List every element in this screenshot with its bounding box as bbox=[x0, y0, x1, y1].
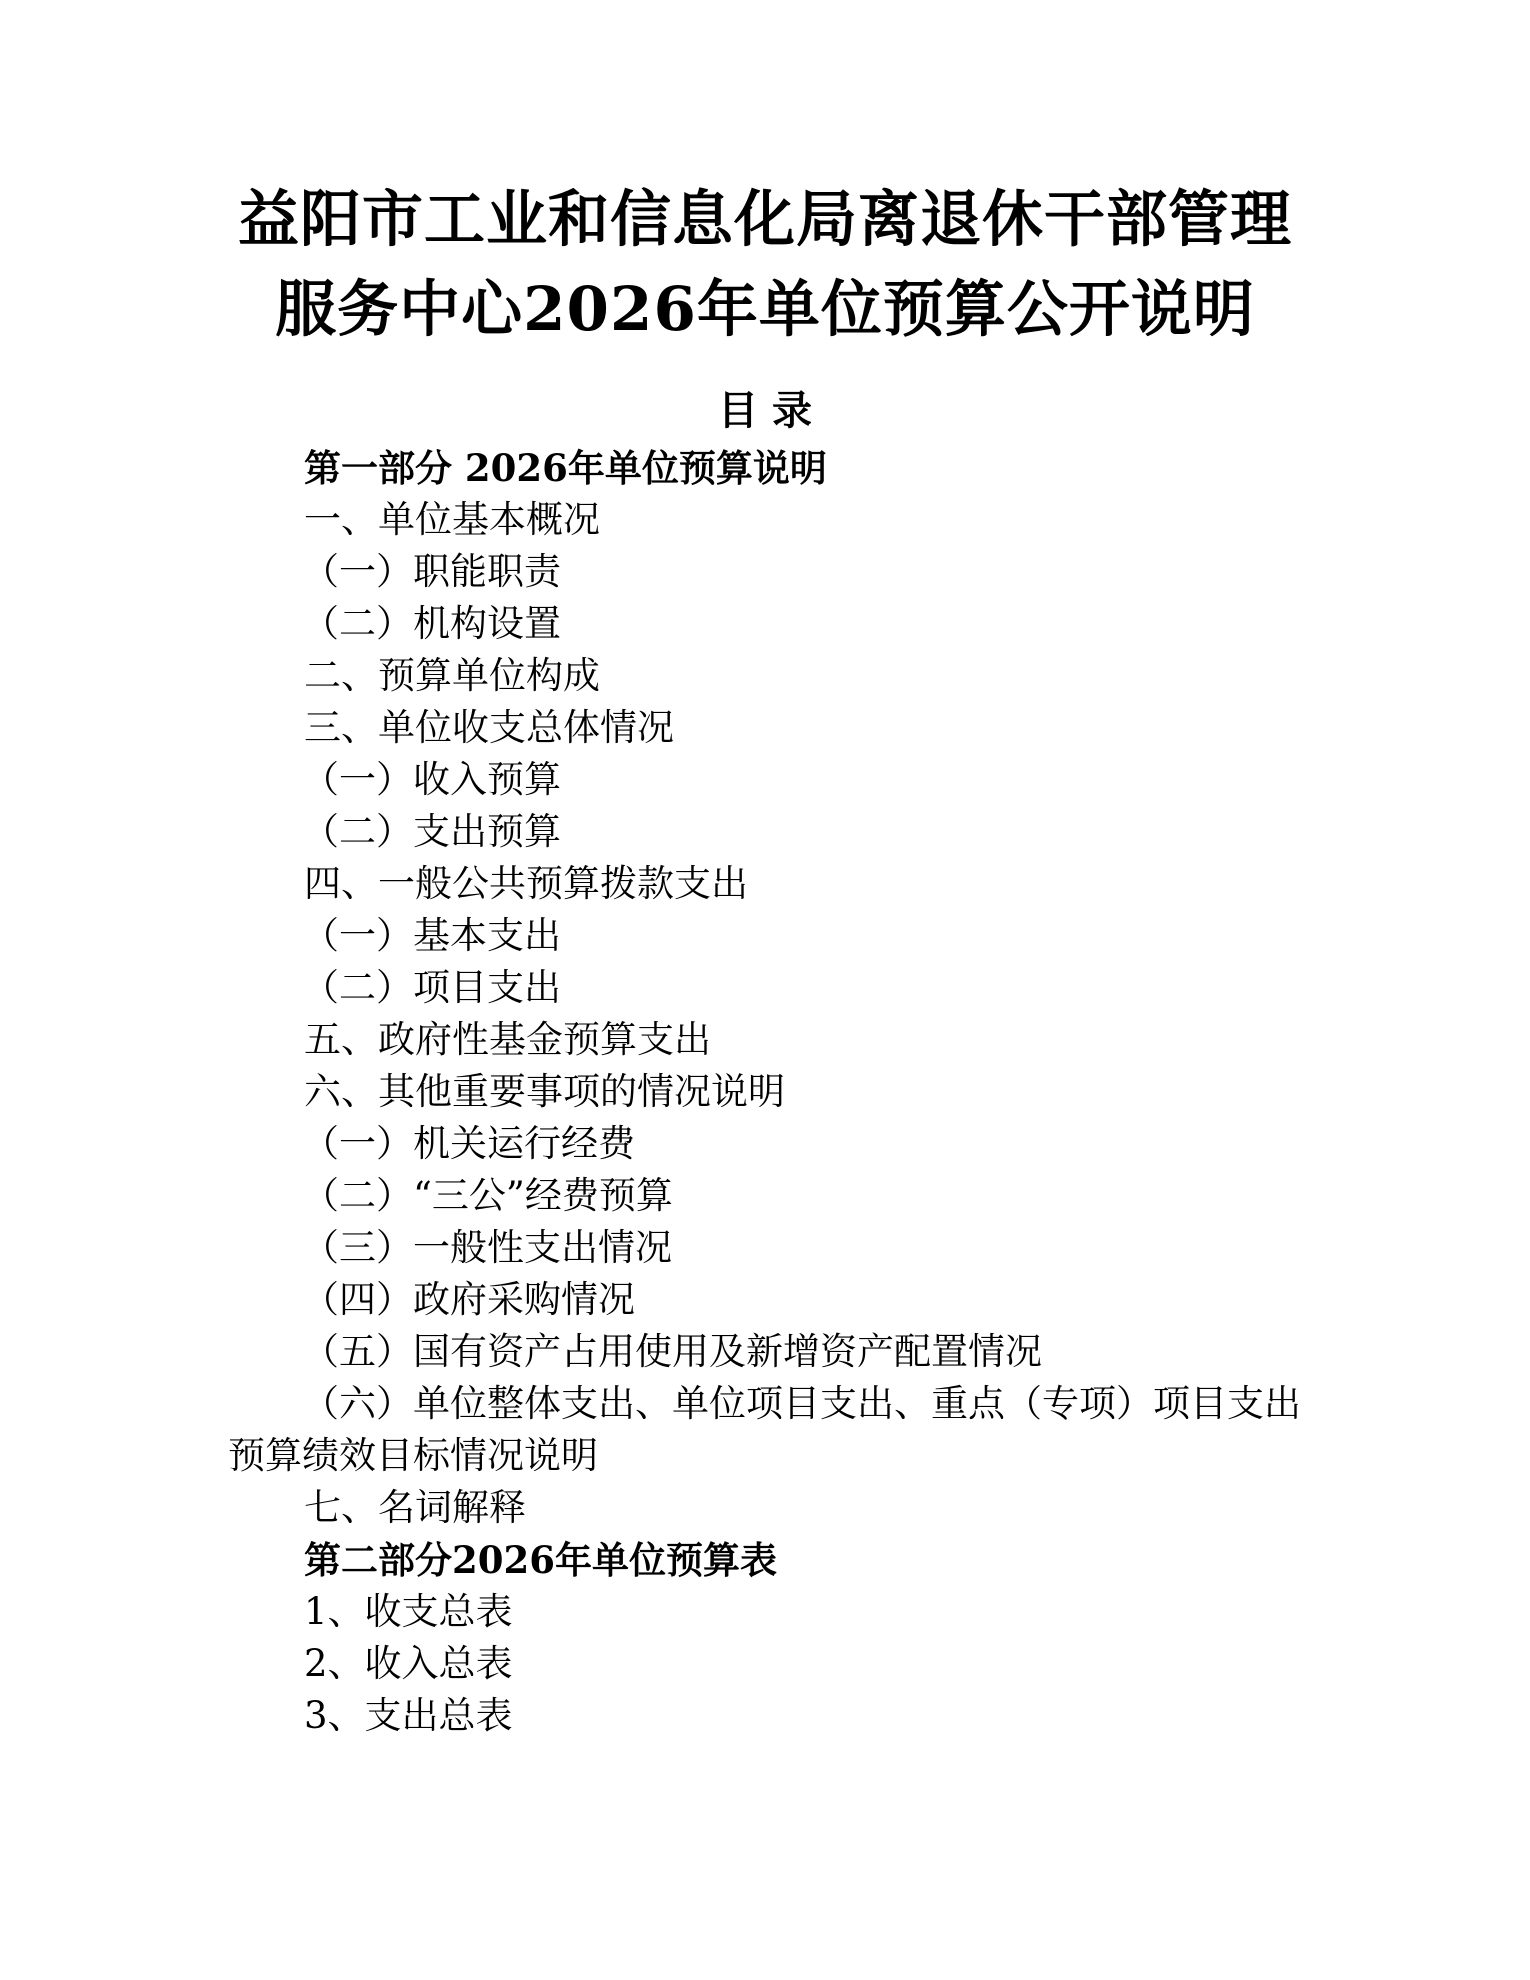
toc-item-three-public-costs[interactable]: （二）“三公”经费预算 bbox=[302, 1174, 673, 1217]
document-title-line-2: 服务中心2026年单位预算公开说明 bbox=[275, 274, 1255, 345]
document-title-line-1: 益阳市工业和信息化局离退休干部管理 bbox=[237, 184, 1292, 255]
toc-item-operating-costs[interactable]: （一）机关运行经费 bbox=[302, 1122, 635, 1165]
toc-item-government-procurement[interactable]: （四）政府采购情况 bbox=[302, 1278, 635, 1321]
toc-item-duties[interactable]: （一）职能职责 bbox=[302, 550, 561, 593]
toc-item-glossary[interactable]: 七、名词解释 bbox=[304, 1486, 526, 1529]
toc-item-summary-table[interactable]: 1、收支总表 bbox=[304, 1590, 513, 1633]
toc-item-expenditure-budget[interactable]: （二）支出预算 bbox=[302, 810, 561, 853]
toc-item-revenue-budget[interactable]: （一）收入预算 bbox=[302, 758, 561, 801]
toc-item-overall-revenue-expenditure[interactable]: 三、单位收支总体情况 bbox=[304, 706, 674, 749]
toc-item-revenue-table[interactable]: 2、收入总表 bbox=[304, 1642, 513, 1685]
toc-item-budget-units[interactable]: 二、预算单位构成 bbox=[304, 654, 600, 697]
toc-item-government-fund[interactable]: 五、政府性基金预算支出 bbox=[304, 1018, 711, 1061]
toc-heading: 目 录 bbox=[718, 387, 812, 434]
table-of-contents bbox=[228, 442, 1308, 1742]
toc-item-state-assets[interactable]: （五）国有资产占用使用及新增资产配置情况 bbox=[302, 1330, 1042, 1373]
toc-item-project-expenditure[interactable]: （二）项目支出 bbox=[302, 966, 561, 1009]
toc-item-performance-targets[interactable]: （六）单位整体支出、单位项目支出、重点（专项）项目支出预算绩效目标情况说明 bbox=[228, 1382, 1301, 1477]
toc-item-expenditure-table[interactable]: 3、支出总表 bbox=[304, 1694, 513, 1737]
toc-item-organization[interactable]: （二）机构设置 bbox=[302, 602, 561, 645]
toc-part-1[interactable]: 第一部分 2026年单位预算说明 bbox=[304, 446, 827, 490]
document-title bbox=[0, 175, 1530, 355]
toc-item-general-public-budget[interactable]: 四、一般公共预算拨款支出 bbox=[304, 862, 748, 905]
toc-item-other-matters[interactable]: 六、其他重要事项的情况说明 bbox=[304, 1070, 785, 1113]
toc-item-general-expenditure[interactable]: （三）一般性支出情况 bbox=[302, 1226, 672, 1269]
toc-item-basic-expenditure[interactable]: （一）基本支出 bbox=[302, 914, 561, 957]
toc-item-unit-overview[interactable]: 一、单位基本概况 bbox=[304, 498, 600, 541]
toc-part-2[interactable]: 第二部分2026年单位预算表 bbox=[304, 1538, 777, 1582]
